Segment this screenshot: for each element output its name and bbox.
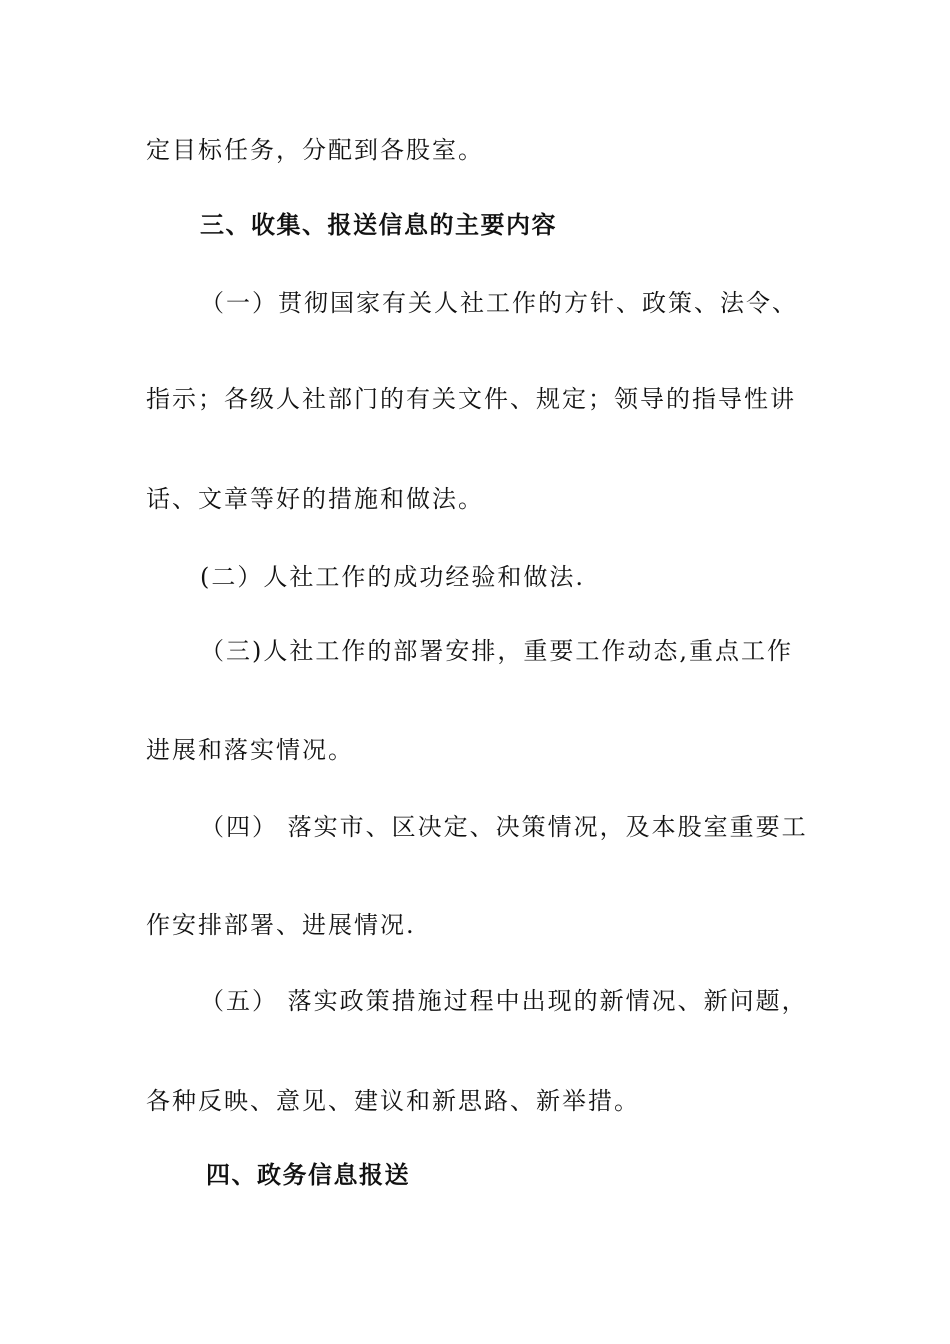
paragraph-line: 进展和落实情况。 bbox=[146, 736, 354, 764]
paragraph-line: 定目标任务，分配到各股室。 bbox=[146, 136, 484, 164]
paragraph-line: （一）贯彻国家有关人社工作的方针、政策、法令、 bbox=[200, 289, 798, 317]
section-heading-3: 三、收集、报送信息的主要内容 bbox=[200, 211, 557, 239]
section-heading-4: 四、政务信息报送 bbox=[206, 1161, 410, 1189]
paragraph-line: （三)人社工作的部署安排，重要工作动态,重点工作 bbox=[200, 637, 793, 665]
paragraph-line: （四） 落实市、区决定、决策情况，及本股室重要工 bbox=[200, 813, 808, 841]
paragraph-line: 各种反映、意见、建议和新思路、新举措。 bbox=[146, 1087, 640, 1115]
paragraph-line: (二）人社工作的成功经验和做法. bbox=[200, 563, 585, 591]
paragraph-line: 指示；各级人社部门的有关文件、规定；领导的指导性讲 bbox=[146, 385, 796, 413]
paragraph-line: 话、文章等好的措施和做法。 bbox=[146, 485, 484, 513]
paragraph-line: 作安排部署、进展情况. bbox=[146, 911, 416, 939]
paragraph-line: （五） 落实政策措施过程中出现的新情况、新问题， bbox=[200, 987, 808, 1015]
